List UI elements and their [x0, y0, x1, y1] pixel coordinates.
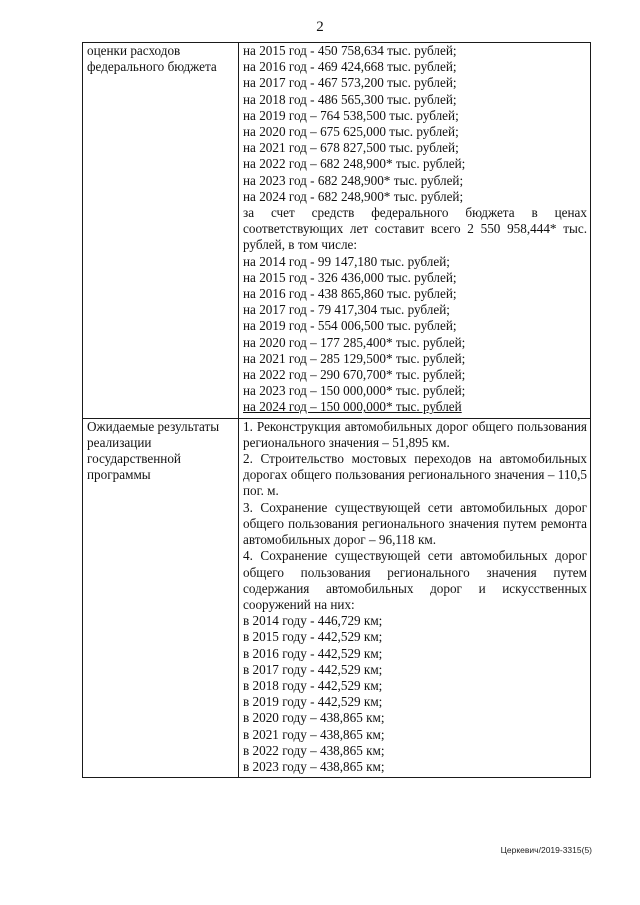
list-item: на 2022 год – 290 670,700* тыс. рублей; [243, 367, 466, 383]
list-item: на 2019 год – 764 538,500 тыс. рублей; [243, 107, 459, 123]
list-item: на 2016 год - 469 424,668 тыс. рублей; [243, 59, 457, 75]
list-item: в 2021 году – 438,865 км; [243, 726, 385, 742]
list-item: на 2020 год – 675 625,000 тыс. рублей; [243, 124, 459, 140]
list-item: в 2015 году - 442,529 км; [243, 629, 383, 645]
list-item: на 2014 год - 99 147,180 тыс. рублей; [243, 253, 450, 269]
list-item: в 2018 году - 442,529 км; [243, 677, 383, 693]
list-item: на 2016 год - 438 865,860 тыс. рублей; [243, 286, 457, 302]
page-number: 2 [316, 19, 324, 35]
list-item: в 2023 году – 438,865 км; [243, 758, 385, 774]
list-item: в 2022 году – 438,865 км; [243, 742, 385, 758]
list-item: на 2020 год – 177 285,400* тыс. рублей; [243, 334, 466, 350]
document-registration-code: Церкевич/2019-3315(5) [500, 845, 592, 855]
table-row [83, 418, 591, 777]
list-item: на 2022 год – 682 248,900* тыс. рублей; [243, 156, 466, 172]
result-paragraph: 3. Сохранение существующей сети автомобильных дорог общего пользования регионального значения путем ремонта автомобильных дорог – 96,118 км. [243, 499, 587, 548]
list-item: в 2020 году – 438,865 км; [243, 710, 385, 726]
list-item: в 2014 году - 446,729 км; [243, 613, 383, 629]
row-label-results: Ожидаемые результаты реализации государственной программы [83, 418, 239, 777]
federal-total-paragraph: за счет средств федерального бюджета в ценах соответствующих лет составит всего 2 550 958,444* тыс. рублей, в том числе: [243, 205, 587, 253]
result-paragraph: 1. Реконструкция автомобильных дорог общего пользования регионального значения – 51,895 км. [243, 418, 587, 450]
row-content-budget [239, 43, 591, 419]
list-item: на 2023 год - 682 248,900* тыс. рублей; [243, 172, 464, 188]
list-item: в 2016 году - 442,529 км; [243, 645, 383, 661]
list-item: на 2015 год - 326 436,000 тыс. рублей; [243, 269, 457, 285]
list-item: на 2024 год - 682 248,900* тыс. рублей; [243, 188, 464, 204]
list-item: на 2018 год - 486 565,300 тыс. рублей; [243, 91, 457, 107]
list-item: на 2015 год - 450 758,634 тыс. рублей; [243, 43, 457, 58]
list-item: на 2017 год - 467 573,200 тыс. рублей; [243, 75, 457, 91]
list-item: на 2021 год – 678 827,500 тыс. рублей; [243, 140, 459, 156]
result-paragraph: 4. Сохранение существующей сети автомобильных дорог общего пользования регионального значения путем содержания автомобильных дорог и искусственных сооружений на них: [243, 548, 587, 612]
row-label-budget: оценки расходов федерального бюджета [83, 43, 239, 419]
list-item: на 2023 год – 150 000,000* тыс. рублей; [243, 383, 466, 399]
program-passport-table [82, 42, 591, 778]
list-item: на 2017 год - 79 417,304 тыс. рублей; [243, 302, 450, 318]
result-paragraph: 2. Строительство мостовых переходов на автомобильных дорогах общего пользования регионального значения – 110,5 пог. м. [243, 451, 587, 499]
list-item: в 2019 году - 442,529 км; [243, 694, 383, 710]
list-item: на 2019 год - 554 006,500 тыс. рублей; [243, 318, 457, 334]
list-item: в 2017 году - 442,529 км; [243, 661, 383, 677]
list-item: на 2021 год – 285 129,500* тыс. рублей; [243, 350, 466, 366]
list-item: на 2024 год – 150 000,000* тыс. рублей [243, 399, 462, 415]
row-content-results [239, 418, 591, 777]
table-row [83, 43, 591, 419]
